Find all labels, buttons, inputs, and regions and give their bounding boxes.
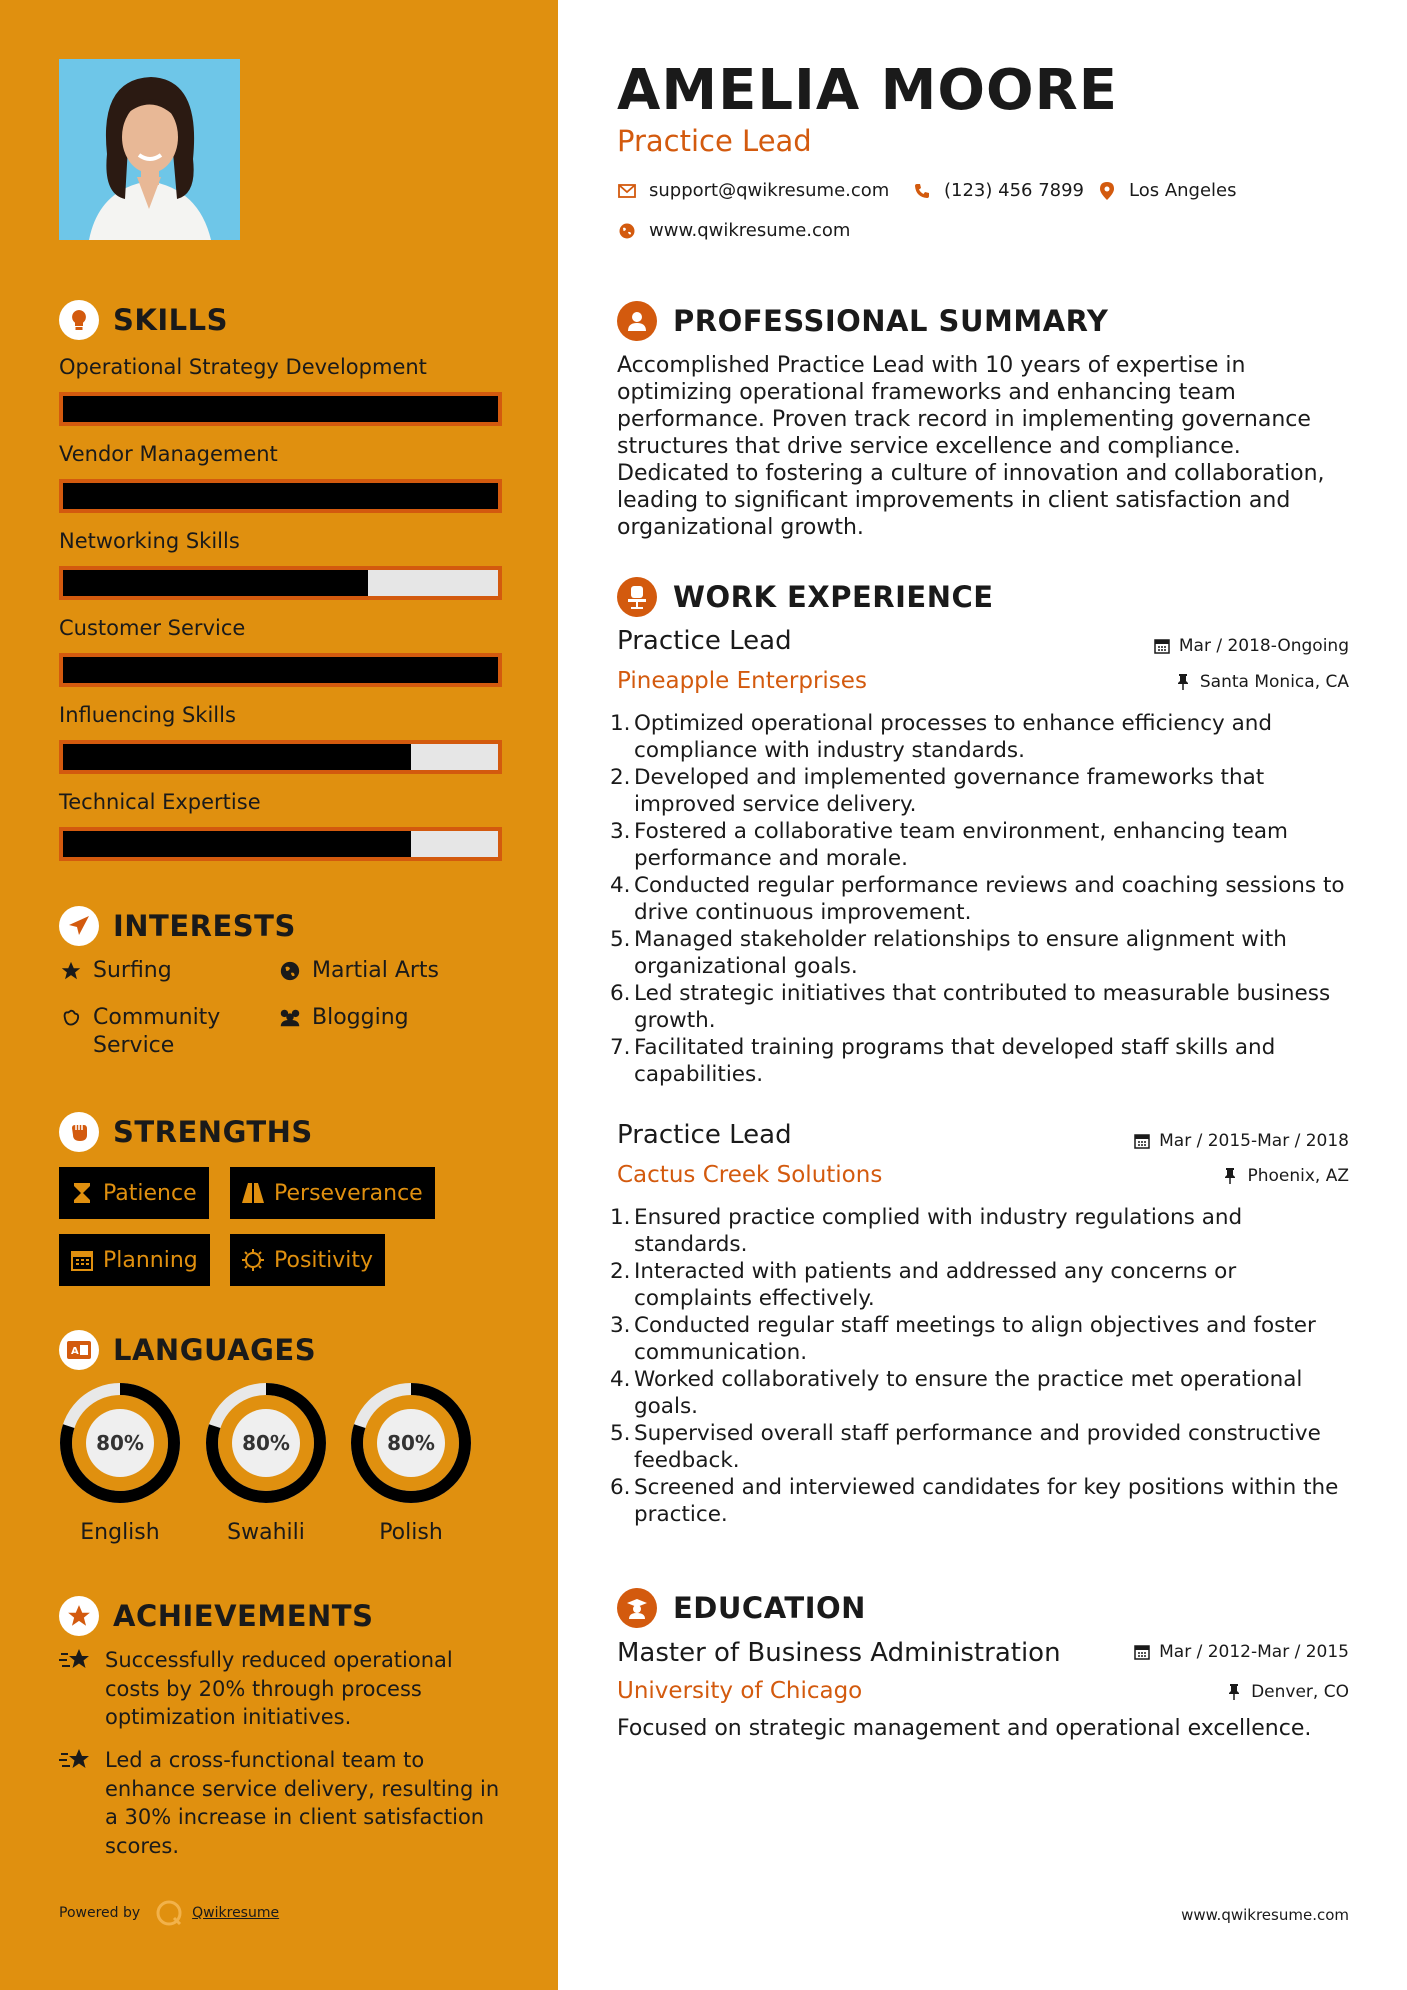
graduate-icon [617,1588,657,1628]
job-bullet-text: Fostered a collaborative team environment, enhancing team performance and morale. [634,819,1288,871]
experience-header [617,575,994,619]
candidate-title: Practice Lead [617,124,812,158]
job-company: Pineapple Enterprises [617,668,867,694]
job-bullet [610,1474,1355,1528]
skills-header [59,298,228,342]
candidate-name: AMELIA MOORE [617,58,1118,123]
job-bullet-number: 3. [610,819,631,844]
job-bullets [610,1204,1355,1528]
skill-bar [59,740,502,774]
education-description: Focused on strategic management and operational excellence. [617,1716,1312,1741]
job-bullet [610,872,1355,926]
job-bullet-text: Developed and implemented governance frameworks that improved service delivery. [634,765,1265,817]
job-bullet [610,764,1355,818]
job-bullet-number: 7. [610,1035,631,1060]
qwikresume-link[interactable]: Qwikresume [192,1905,280,1921]
contact-email [617,180,889,201]
contact-phone [912,180,1084,201]
contact-location [1097,180,1237,201]
language-name: Polish [379,1520,443,1545]
job-bullet-text: Led strategic initiatives that contributed to measurable business growth. [634,981,1331,1033]
education-dates [1133,1642,1349,1662]
language-percent: 80% [96,1431,144,1455]
job-bullet-number: 4. [610,873,631,898]
education-location-text: Denver, CO [1251,1682,1349,1702]
education-location [1225,1682,1349,1702]
strength-label: Positivity [274,1247,374,1273]
job-location-text: Santa Monica, CA [1199,672,1349,692]
language-percent: 80% [387,1431,435,1455]
hourglass-icon [71,1182,93,1204]
skill-bar [59,392,502,426]
job-bullet-number: 5. [610,927,631,952]
job-bullet-text: Worked collaboratively to ensure the practice met operational goals. [634,1367,1303,1419]
education-degree: Master of Business Administration [617,1638,1061,1668]
languages-title: LANGUAGES [113,1333,317,1367]
job-location-text: Phoenix, AZ [1247,1166,1349,1186]
job-bullet [610,1366,1355,1420]
skill-name: Influencing Skills [59,703,236,727]
job-bullet-number: 1. [610,1205,631,1230]
achievement-star-icon [59,1746,93,1776]
job-bullet-text: Ensured practice complied with industry regulations and standards. [634,1205,1243,1257]
skill-name: Operational Strategy Development [59,355,427,379]
education-dates-text: Mar / 2012-Mar / 2015 [1159,1642,1349,1662]
job-dates [1133,1131,1349,1151]
language-ring [205,1382,327,1504]
interest-item [278,957,439,985]
skill-bar-fill [63,744,411,770]
skill-item [59,350,502,426]
road-icon [242,1182,264,1204]
skill-bar-fill [63,483,498,509]
star-badge-icon [59,1596,99,1636]
skill-name: Technical Expertise [59,790,261,814]
job-bullets [610,710,1355,1088]
language-item [350,1382,472,1545]
strength-label: Perseverance [274,1180,423,1206]
users-icon [278,1004,302,1032]
location-text: Los Angeles [1129,180,1237,201]
envelope-icon [617,181,637,201]
fist-icon [59,1112,99,1152]
job-title: Practice Lead [617,626,792,656]
job-location [1221,1166,1349,1186]
achievement-item [59,1646,509,1732]
job-bullet [610,710,1355,764]
achievements-title: ACHIEVEMENTS [113,1599,374,1633]
sidebar [0,0,558,1990]
job-bullet-number: 4. [610,1367,631,1392]
skill-bar [59,479,502,513]
job-bullet-number: 6. [610,981,631,1006]
profile-photo [59,59,240,240]
strength-badge [230,1234,385,1286]
languages-header [59,1328,316,1372]
skill-bar [59,653,502,687]
language-item [59,1382,181,1545]
strengths-header [59,1110,313,1154]
skill-bar-fill [63,570,368,596]
language-name: English [80,1520,160,1545]
calendar-icon [1133,1643,1151,1661]
job-dates-text: Mar / 2015-Mar / 2018 [1159,1131,1349,1151]
pushpin-icon [1225,1683,1243,1701]
skill-name: Networking Skills [59,529,240,553]
pushpin-icon [1221,1167,1239,1185]
strength-label: Patience [103,1180,197,1206]
interest-item [278,1004,409,1032]
svg-text:A: A [71,1346,79,1357]
summary-header [617,299,1108,343]
education-title: EDUCATION [673,1591,866,1625]
education-header [617,1586,866,1630]
interest-label: Blogging [312,1005,409,1030]
job-bullet-text: Screened and interviewed candidates for key positions within the practice. [634,1475,1339,1527]
job-bullet-text: Conducted regular performance reviews and coaching sessions to drive continuous improvement. [634,873,1345,925]
strength-label: Planning [103,1247,198,1273]
achievements-header [59,1594,373,1638]
profile-photo-image [59,59,240,240]
job-bullet-number: 2. [610,765,631,790]
job-bullet [610,1312,1355,1366]
website-text[interactable]: www.qwikresume.com [649,220,851,241]
job-bullet-number: 5. [610,1421,631,1446]
job-dates-text: Mar / 2018-Ongoing [1178,636,1349,656]
job-bullet-text: Facilitated training programs that developed staff skills and capabilities. [634,1035,1276,1087]
phone-icon [912,181,932,201]
user-icon [617,301,657,341]
job-bullet-number: 3. [610,1313,631,1338]
strengths-title: STRENGTHS [113,1115,313,1149]
job-dates [1153,636,1349,656]
interest-label: Surfing [93,958,172,983]
footer-url[interactable]: www.qwikresume.com [1181,1906,1349,1924]
contact-website [617,220,850,241]
skill-item [59,437,502,513]
strength-badge [59,1167,209,1219]
skill-item [59,698,502,774]
job-bullet-text: Managed stakeholder relationships to ensure alignment with organizational goals. [634,927,1287,979]
skill-bar [59,566,502,600]
education-school: University of Chicago [617,1678,863,1704]
skill-bar-fill [63,831,411,857]
achievement-item [59,1746,509,1860]
skill-item [59,524,502,600]
job-bullet-text: Optimized operational processes to enhance efficiency and compliance with industry standards. [634,711,1273,763]
language-ring [350,1382,472,1504]
skill-name: Customer Service [59,616,246,640]
paper-plane-icon [59,906,99,946]
achievement-star-icon [59,1646,93,1676]
language-ring [59,1382,181,1504]
star-icon [59,957,83,985]
experience-title: WORK EXPERIENCE [673,580,994,614]
email-text[interactable]: support@qwikresume.com [649,180,890,201]
strength-badge [230,1167,435,1219]
job-location [1174,672,1349,692]
skill-name: Vendor Management [59,442,278,466]
skill-item [59,611,502,687]
language-icon [59,1330,99,1370]
lightbulb-icon [59,300,99,340]
job-bullet-number: 6. [610,1475,631,1500]
job-bullet [610,1204,1355,1258]
summary-title: PROFESSIONAL SUMMARY [673,304,1109,338]
powered-by-label: Powered by [59,1905,141,1921]
summary-text: Accomplished Practice Lead with 10 years of expertise in optimizing operational frameworks and enhancing team performance. Proven track record in implementing governance structures that drive service excellence and compliance. Dedicated to fostering a culture of innovation and collaboration, leading to significant improvements in client satisfaction and organizational growth. [617,353,1325,540]
job-bullet-number: 1. [610,711,631,736]
phone-text[interactable]: (123) 456 7899 [944,180,1085,201]
interest-item [59,957,172,985]
interests-header [59,904,296,948]
sun-icon [242,1249,264,1271]
interests-title: INTERESTS [113,909,296,943]
job-bullet [610,980,1355,1034]
job-bullet-text: Interacted with patients and addressed any concerns or complaints effectively. [634,1259,1237,1311]
skill-item [59,785,502,861]
globe-icon [278,957,302,985]
job-bullet [610,1258,1355,1312]
job-company: Cactus Creek Solutions [617,1162,883,1188]
calendar-icon [1153,637,1171,655]
achievement-text: Successfully reduced operational costs by 20% through process optimization initiatives. [105,1648,453,1729]
interest-label: Community Service [93,1005,221,1058]
job-bullet [610,926,1355,980]
calendar-icon [71,1249,93,1271]
language-percent: 80% [242,1431,290,1455]
qwikresume-logo-icon [154,1898,184,1928]
language-name: Swahili [227,1520,305,1545]
job-bullet-number: 2. [610,1259,631,1284]
calendar-icon [1133,1132,1151,1150]
job-bullet-text: Conducted regular staff meetings to align objectives and foster communication. [634,1313,1316,1365]
job-bullet [610,1420,1355,1474]
skill-bar-fill [63,396,498,422]
chair-icon [617,577,657,617]
language-item [205,1382,327,1545]
skills-title: SKILLS [113,303,228,337]
job-bullet [610,818,1355,872]
job-bullet-text: Supervised overall staff performance and provided constructive feedback. [634,1421,1321,1473]
globe-icon [617,221,637,241]
achievement-text: Led a cross-functional team to enhance service delivery, resulting in a 30% increase in client satisfaction scores. [105,1748,500,1858]
job-bullet [610,1034,1355,1088]
job-title: Practice Lead [617,1120,792,1150]
interest-item [59,1004,220,1060]
hand-icon [59,1004,83,1032]
strength-badge [59,1234,210,1286]
powered-by [59,1898,279,1928]
skill-bar [59,827,502,861]
interest-label: Martial Arts [312,958,440,983]
skill-bar-fill [63,657,498,683]
pushpin-icon [1174,673,1192,691]
map-pin-icon [1097,181,1117,201]
